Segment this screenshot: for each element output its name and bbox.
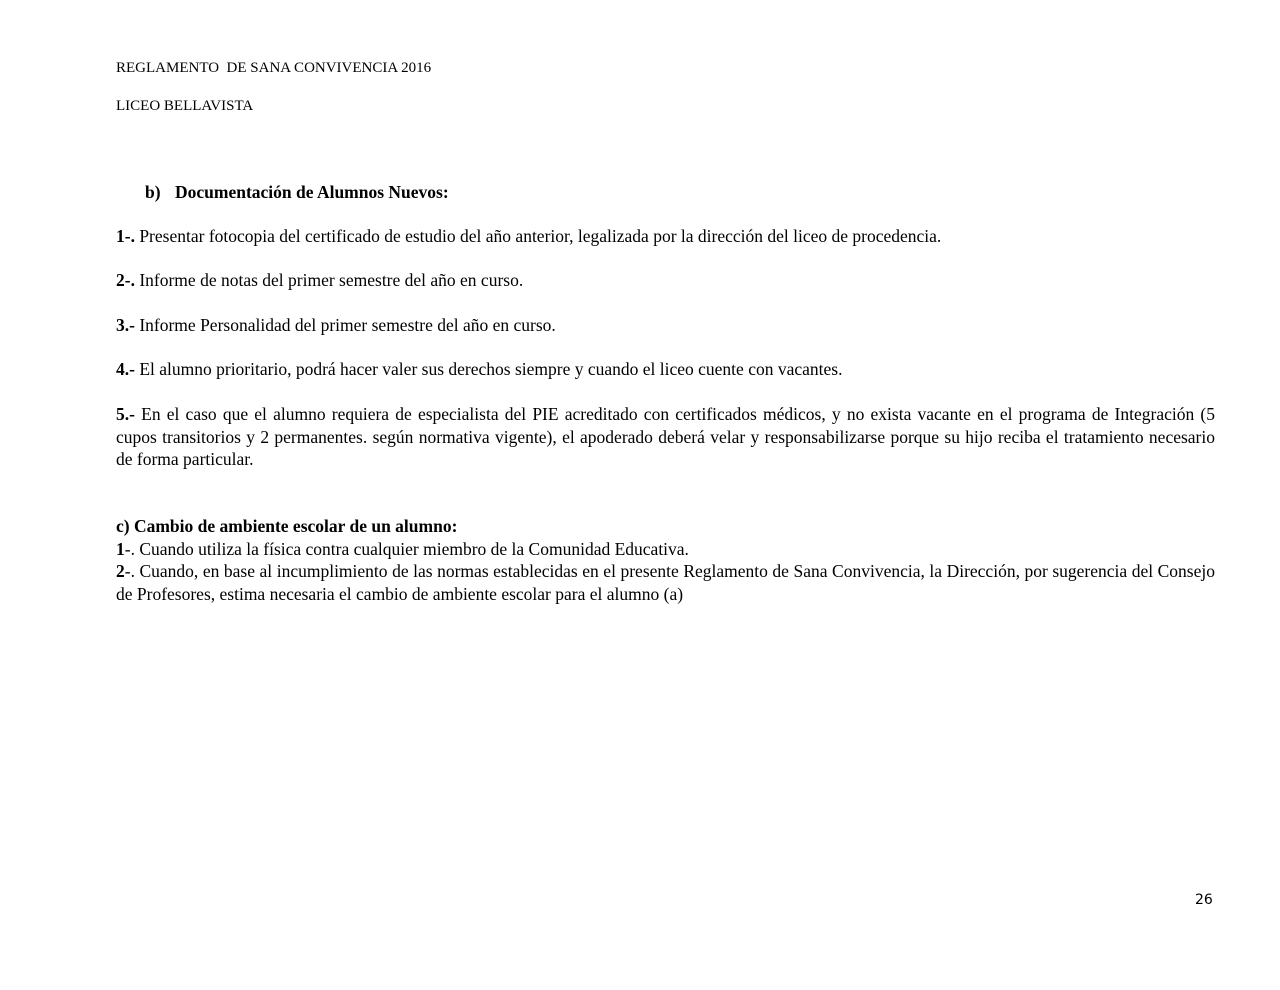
requirement-number: 4.- <box>116 359 135 379</box>
requirement-text: Informe de notas del primer semestre del año en curso. <box>134 270 524 290</box>
section-c-item-2 <box>116 560 1215 605</box>
requirement-text: En el caso que el alumno requiera de especialista del PIE acreditado con certificados médicos, y no exista vacante en el programa de Integración (5 cupos transitorios y 2 permanentes. según normativa vigente), el apoderado deberá velar y responsabilizarse porque su hijo reciba el tratamiento necesario de forma particular. <box>116 404 1215 469</box>
section-b-marker: b) <box>145 182 161 202</box>
section-c-number: 1 <box>116 538 125 559</box>
section-c-title: c) Cambio de ambiente escolar de un alumno: <box>116 516 458 536</box>
section-c-text: -. Cuando utiliza la física contra cualquier miembro de la Comunidad Educativa. <box>124 538 689 559</box>
requirement-item-2 <box>116 269 1215 292</box>
requirement-item-3 <box>116 314 1215 337</box>
requirement-number: 3.- <box>116 315 135 335</box>
section-c <box>116 515 1215 605</box>
requirement-text: El alumno prioritario, podrá hacer valer sus derechos siempre y cuando el liceo cuente con vacantes. <box>134 359 843 379</box>
section-c-item-1 <box>116 538 1215 561</box>
section-b-title: Documentación de Alumnos Nuevos: <box>175 182 449 202</box>
document-header-school: LICEO BELLAVISTA <box>116 98 254 114</box>
section-b-heading <box>145 181 449 203</box>
requirement-number: 1-. <box>116 226 135 246</box>
section-c-number: 2 <box>116 561 125 581</box>
requirement-item-5 <box>116 403 1215 471</box>
document-header-title: REGLAMENTO DE SANA CONVIVENCIA 2016 <box>116 60 432 76</box>
requirement-number: 2-. <box>116 270 135 290</box>
page-number: 26 <box>1195 892 1213 908</box>
requirement-item-4 <box>116 358 1215 381</box>
requirement-text: Presentar fotocopia del certificado de estudio del año anterior, legalizada por la dirección del liceo de procedencia. <box>134 226 942 246</box>
section-c-text: -. Cuando, en base al incumplimiento de las normas establecidas en el presente Reglamento de Sana Convivencia, la Dirección, por sugerencia del Consejo de Profesores, estima necesaria el cambio de ambiente escolar para el alumno (a) <box>116 561 1215 604</box>
requirement-item-1 <box>116 225 1215 248</box>
requirement-number: 5.- <box>116 404 135 424</box>
requirement-text: Informe Personalidad del primer semestre del año en curso. <box>134 315 556 335</box>
